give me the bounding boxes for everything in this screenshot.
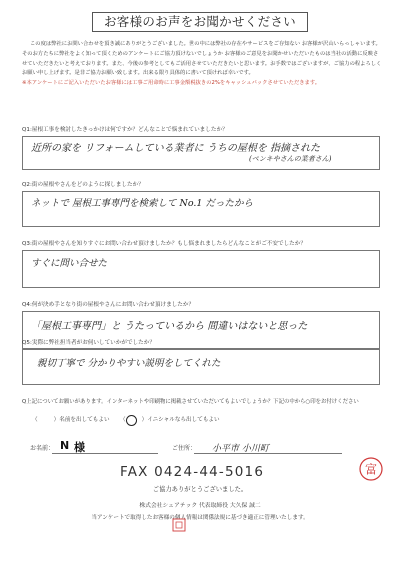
name-underline — [52, 453, 158, 454]
question-2-answer: ネットで 屋根工事専門を検索して No.1 だったから — [31, 198, 253, 209]
option-name-ok[interactable]: （ ）名前を出してもよい — [32, 417, 110, 423]
intro-text — [22, 40, 382, 89]
question-5-answer: 親切丁寧で 分かりやすい説明をしてくれた — [37, 358, 221, 369]
circle-selection-mark — [126, 415, 137, 426]
customer-name: N — [60, 439, 70, 452]
question-3-answer: すぐに問い合せた — [31, 258, 108, 269]
fax-number: FAX 0424-44-5016 — [120, 464, 265, 480]
company-info: 株式会社シェアテック 代表取締役 大久保 誠二 — [139, 503, 261, 509]
address-label: ご住所： — [172, 445, 197, 452]
question-1-label: Q1:屋根工事を検討したきっかけは何ですか？どんなことで悩まれていましたか？ — [22, 127, 228, 133]
intro-paragraph: この度は弊社にお問い合わせを頂き誠にありがとうございました。世の中には弊社の存在やサービスをご存知ない お客様が沢山いらっしゃいます。そのお方たちに弊社をよく知って頂くためのアンケートにご協力頂けないでしょうか お客様のご意見をお聞かせいただいたものは当社の活動に反映させていただきたいと考えております。また、今後の参考としてもご活用させていただきたいと思います。お手数ではございますが、ご協力の程よろしくお願い申し上げます。是非ご協力お願い致します。出来る限り具体的に書いて頂ければ幸いです。 — [22, 41, 382, 77]
question-5-label: Q5:実際に弊社担当者がお伺いしていかがでしたか？ — [22, 340, 155, 346]
option-initial-ok-label: イニシャルなら出してもよい — [147, 417, 220, 423]
name-label: お名前： — [30, 445, 55, 452]
question-1-answer: 近所の家を リフォームしている業者に うちの屋根を 指摘された — [31, 143, 321, 154]
red-stamp-icon — [358, 456, 384, 482]
question-3-label: Q3:街の屋根やさんを知りすぐにお問い合わせ頂けましたか？もし悩まれましたらどんなことがご不安でしたか？ — [22, 241, 306, 247]
page-title: お客様のお声をお聞かせください — [92, 12, 308, 32]
question-1-answer-box — [22, 136, 380, 170]
question-1-answer-sub: (ペンキやさんの業者さん) — [249, 155, 332, 163]
question-4-answer: 「屋根工事専門」と うたっているから 間違いはないと思った — [31, 321, 308, 332]
option-initial-ok[interactable]: （ ）イニシャルなら出してもよい — [120, 417, 220, 423]
privacy-note: 当アンケートで取得したお客様の個人情報は関係法規に基づき適正に管理いたします。 — [91, 515, 309, 521]
question-2-answer-box — [22, 191, 380, 227]
question-2-label: Q2:街の屋根やさんをどのように探しましたか？ — [22, 182, 144, 188]
cashback-note: ※本アンケートにご記入いただいたお客様には工事ご用命時に工事金額税抜きの2%をキャッシュバックさせていただきます。 — [22, 80, 321, 87]
question-4-label: Q4:何が決め手となり街の屋根やさんにお問い合わせ頂けましたか？ — [22, 302, 195, 308]
permission-label: Q上記についてお願いがあります。インターネットや印刷物に掲載させていただいてもよいでしょうか？下記の中から○印をお付けください — [22, 399, 359, 405]
option-name-ok-label: 名前を出してもよい — [59, 417, 110, 423]
question-3-answer-box — [22, 250, 380, 288]
customer-name-suffix: 様 — [74, 441, 85, 454]
stamp-text: 富 — [364, 462, 378, 477]
permission-options — [32, 414, 372, 426]
question-5-answer-box — [22, 349, 380, 385]
small-seal-icon — [172, 518, 186, 532]
thanks-message: ご協力ありがとうございました。 — [152, 486, 248, 493]
customer-info-row — [22, 440, 342, 454]
customer-address: 小平市 小川町 — [212, 444, 269, 454]
